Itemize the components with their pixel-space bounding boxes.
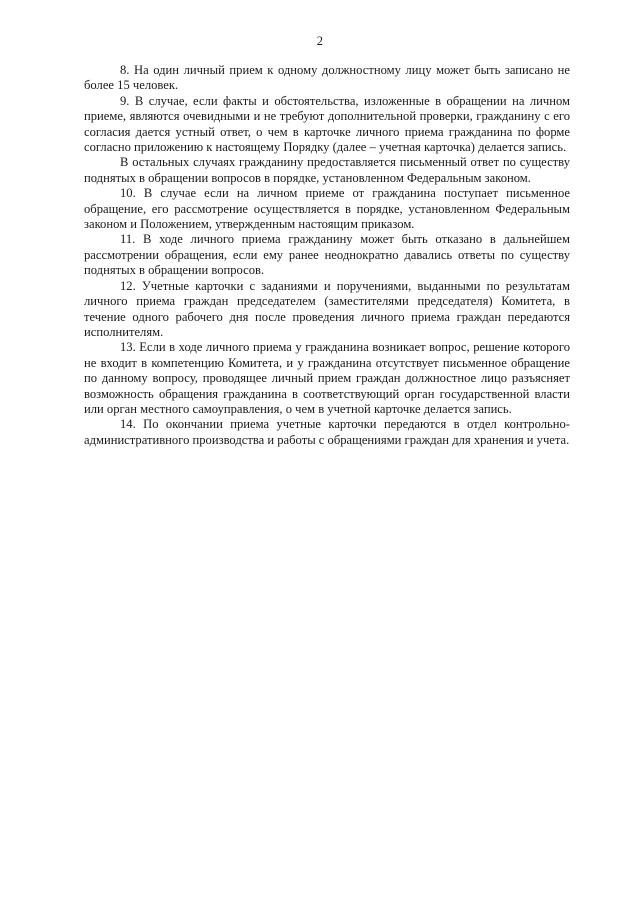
paragraph-item-12: 12. Учетные карточки с заданиями и поручениями, выданными по результатам личного приема граждан председателем (заместителями председателя) Комитета, в течение одного рабочего дня после проведения личного приема граждан передаются исполнителям. (84, 278, 570, 339)
paragraph-item-10: 10. В случае если на личном приеме от гражданина поступает письменное обращение, его рассмотрение осуществляется в порядке, установленном Федеральным законом и Положением, утвержденным настоящим приказом. (84, 186, 570, 232)
paragraph-item-11: 11. В ходе личного приема гражданину может быть отказано в дальнейшем рассмотрении обращения, если ему ранее неоднократно давались ответы по существу поднятых в обращении вопросов. (84, 232, 570, 278)
paragraph-item-13: 13. Если в ходе личного приема у гражданина возникает вопрос, решение которого не входит в компетенцию Комитета, и у гражданина отсутствует письменное обращение по данному вопросу, проводящее личный прием граждан должностное лицо разъясняет возможность обращения гражданина в соответствующий орган государственной власти или орган местного самоуправления, о чем в учетной карточке делается запись. (84, 340, 570, 416)
paragraph-item-8: 8. На один личный прием к одному должностному лицу может быть записано не более 15 человек. (84, 63, 570, 93)
page-number: 2 (316, 34, 324, 48)
paragraph-item-9: 9. В случае, если факты и обстоятельства, изложенные в обращении на личном приеме, являются очевидными и не требуют дополнительной проверки, гражданину с его согласия дается устный ответ, о чем в карточке личного приема гражданина по форме согласно приложению к настоящему Порядку (далее – учетная карточка) делается запись. (84, 93, 570, 155)
paragraph-item-14: 14. По окончании приема учетные карточки передаются в отдел контрольно-административного производства и работы с обращениями граждан для хранения и учета. (84, 417, 570, 447)
document-body (84, 63, 570, 448)
paragraph-item-9-continued: В остальных случаях гражданину предоставляется письменный ответ по существу поднятых в обращении вопросов в порядке, установленном Федеральным законом. (84, 155, 570, 185)
